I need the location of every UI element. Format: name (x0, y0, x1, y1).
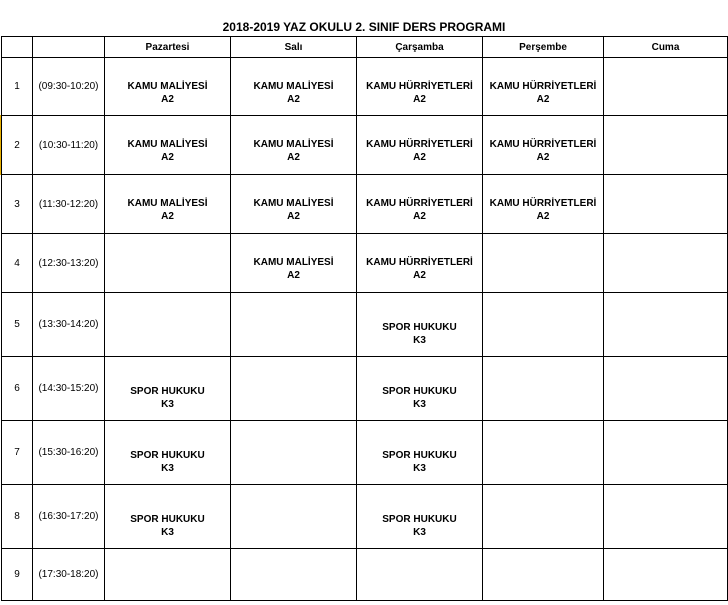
room-code: A2 (161, 211, 174, 222)
cell-content (357, 185, 482, 223)
cell-content (357, 68, 482, 106)
day-header[interactable]: Cuma (604, 37, 728, 58)
schedule-cell[interactable] (604, 549, 728, 601)
schedule-cell[interactable] (357, 234, 483, 293)
cell-content (604, 380, 727, 398)
room-code: A2 (536, 152, 550, 163)
room-code: A2 (413, 152, 426, 163)
room-code: A2 (413, 93, 426, 105)
cell-content (483, 126, 603, 164)
schedule-cell[interactable] (105, 485, 231, 549)
schedule-cell[interactable] (604, 293, 728, 357)
table-row (2, 421, 728, 485)
table-row (2, 58, 728, 116)
schedule-cell[interactable] (357, 549, 483, 601)
cell-content (357, 431, 482, 475)
room-code: K3 (413, 334, 426, 346)
course-name: SPOR HUKUKU (382, 449, 457, 461)
cell-content (604, 81, 727, 93)
schedule-cell[interactable] (483, 357, 604, 421)
room-code: K3 (413, 462, 426, 474)
schedule-cell[interactable] (105, 175, 231, 234)
cell-content (231, 316, 356, 334)
schedule-cell[interactable] (483, 485, 604, 549)
schedule-cell[interactable] (357, 175, 483, 234)
cell-content (231, 508, 356, 526)
time-slot-cell[interactable]: (17:30-18:20) (33, 549, 105, 601)
schedule-cell[interactable] (357, 58, 483, 116)
schedule-cell[interactable] (483, 234, 604, 293)
cell-content (231, 68, 356, 106)
room-code: A2 (287, 152, 300, 163)
course-name: KAMU HÜRRİYETLERİ (489, 139, 597, 150)
cell-content (604, 198, 727, 210)
time-slot-cell[interactable]: (15:30-16:20) (33, 421, 105, 485)
schedule-cell[interactable] (357, 485, 483, 549)
schedule-cell[interactable] (483, 549, 604, 601)
schedule-cell[interactable] (604, 58, 728, 116)
time-slot-cell[interactable]: (11:30-12:20) (33, 175, 105, 234)
course-name: KAMU HÜRRİYETLERİ (366, 257, 473, 268)
room-code: A2 (287, 211, 300, 222)
course-name: KAMU HÜRRİYETLERİ (489, 80, 597, 92)
schedule-cell[interactable] (604, 116, 728, 175)
time-slot-cell[interactable]: (10:30-11:20) (33, 116, 105, 175)
cell-content (231, 444, 356, 462)
day-header[interactable]: Çarşamba (357, 37, 483, 58)
cell-content (604, 444, 727, 462)
table-row (2, 485, 728, 549)
schedule-cell[interactable] (105, 234, 231, 293)
cell-content (105, 431, 230, 475)
schedule-cell[interactable] (604, 175, 728, 234)
period-number-cell[interactable]: 2 (2, 116, 33, 175)
cell-content (604, 508, 727, 526)
schedule-cell[interactable] (483, 421, 604, 485)
schedule-cell[interactable] (357, 357, 483, 421)
course-name: KAMU MALİYESİ (253, 257, 334, 268)
cell-content (231, 126, 356, 164)
room-code: A2 (161, 93, 174, 105)
cell-content (357, 566, 482, 584)
schedule-cell[interactable] (105, 293, 231, 357)
schedule-cell[interactable] (231, 293, 357, 357)
cell-content (105, 257, 230, 269)
cell-content (105, 495, 230, 539)
cell-content (483, 316, 603, 334)
schedule-cell[interactable] (105, 421, 231, 485)
cell-content (357, 126, 482, 164)
room-code: A2 (413, 211, 426, 222)
schedule-cell[interactable] (483, 116, 604, 175)
cell-content (105, 367, 230, 411)
course-name: SPOR HUKUKU (382, 321, 457, 333)
cell-content (357, 367, 482, 411)
cell-content (231, 244, 356, 282)
header-time-cell[interactable] (33, 37, 105, 58)
cell-content (604, 566, 727, 584)
cell-content (483, 185, 603, 223)
schedule-cell[interactable] (105, 357, 231, 421)
time-slot-cell[interactable]: (12:30-13:20) (33, 234, 105, 293)
day-header[interactable]: Pazartesi (105, 37, 231, 58)
time-slot-cell[interactable]: (13:30-14:20) (33, 293, 105, 357)
schedule-cell[interactable] (105, 58, 231, 116)
schedule-cell[interactable] (357, 421, 483, 485)
cell-content (357, 495, 482, 539)
schedule-cell[interactable] (604, 485, 728, 549)
table-row (2, 357, 728, 421)
cell-content (483, 380, 603, 398)
header-row (2, 37, 728, 58)
period-number-cell[interactable]: 6 (2, 357, 33, 421)
course-name: KAMU MALİYESİ (253, 198, 334, 209)
schedule-cell[interactable] (231, 116, 357, 175)
schedule-cell[interactable] (231, 549, 357, 601)
cell-content (357, 303, 482, 347)
room-code: K3 (161, 526, 174, 538)
day-header[interactable]: Salı (231, 37, 357, 58)
cell-content (105, 68, 230, 106)
cell-content (105, 566, 230, 584)
course-name: KAMU MALİYESİ (127, 80, 208, 92)
cell-content (105, 316, 230, 334)
cell-content (105, 126, 230, 164)
table-row (2, 116, 728, 175)
schedule-cell[interactable] (604, 421, 728, 485)
room-code: A2 (536, 93, 550, 105)
room-code: A2 (287, 270, 300, 281)
schedule-cell[interactable] (604, 234, 728, 293)
cell-content (231, 566, 356, 584)
schedule-cell[interactable] (231, 357, 357, 421)
cell-content (231, 185, 356, 223)
course-name: KAMU HÜRRİYETLERİ (489, 198, 597, 209)
cell-content (231, 380, 356, 398)
period-number-cell[interactable]: 3 (2, 175, 33, 234)
room-code: A2 (536, 211, 550, 222)
table-row (2, 293, 728, 357)
course-name: KAMU MALİYESİ (127, 198, 208, 209)
course-name: KAMU HÜRRİYETLERİ (366, 139, 473, 150)
table-row (2, 234, 728, 293)
table-row (2, 175, 728, 234)
room-code: A2 (287, 93, 300, 105)
cell-content (483, 444, 603, 462)
room-code: K3 (161, 462, 174, 474)
table-row (2, 549, 728, 601)
cell-content (483, 257, 603, 269)
period-number-cell[interactable]: 1 (2, 58, 33, 116)
schedule-cell[interactable] (231, 175, 357, 234)
schedule-cell[interactable] (231, 421, 357, 485)
schedule-cell[interactable] (357, 293, 483, 357)
schedule-table (1, 36, 728, 601)
course-name: SPOR HUKUKU (382, 385, 457, 397)
course-name: KAMU MALİYESİ (253, 139, 334, 150)
course-name: SPOR HUKUKU (130, 385, 205, 397)
course-name: SPOR HUKUKU (382, 513, 457, 525)
course-name: SPOR HUKUKU (130, 449, 205, 461)
schedule-cell[interactable] (105, 549, 231, 601)
room-code: K3 (413, 398, 426, 410)
schedule-cell[interactable] (483, 58, 604, 116)
period-number-cell[interactable]: 9 (2, 549, 33, 601)
cell-content (604, 139, 727, 151)
course-name: KAMU MALİYESİ (127, 139, 208, 150)
course-name: KAMU HÜRRİYETLERİ (366, 198, 473, 209)
time-slot-cell[interactable]: (14:30-15:20) (33, 357, 105, 421)
cell-content (604, 257, 727, 269)
cell-content (483, 508, 603, 526)
time-slot-cell[interactable]: (09:30-10:20) (33, 58, 105, 116)
schedule-cell[interactable] (105, 116, 231, 175)
room-code: A2 (413, 270, 426, 281)
period-number-cell[interactable]: 5 (2, 293, 33, 357)
schedule-cell[interactable] (231, 485, 357, 549)
page-title: 2018-2019 YAZ OKULU 2. SINIF DERS PROGRAMI (222, 20, 506, 34)
schedule-cell[interactable] (483, 293, 604, 357)
schedule-cell[interactable] (604, 357, 728, 421)
period-number-cell[interactable]: 7 (2, 421, 33, 485)
schedule-cell[interactable] (231, 58, 357, 116)
schedule-cell[interactable] (231, 234, 357, 293)
cell-content (604, 316, 727, 334)
header-num-cell[interactable] (2, 37, 33, 58)
time-slot-cell[interactable]: (16:30-17:20) (33, 485, 105, 549)
course-name: SPOR HUKUKU (130, 513, 205, 525)
cell-content (483, 68, 603, 106)
schedule-cell[interactable] (357, 116, 483, 175)
course-name: KAMU MALİYESİ (253, 80, 334, 92)
cell-content (357, 244, 482, 282)
cell-content (483, 566, 603, 584)
day-header[interactable]: Perşembe (483, 37, 604, 58)
cell-content (105, 185, 230, 223)
period-number-cell[interactable]: 4 (2, 234, 33, 293)
room-code: A2 (161, 152, 174, 163)
schedule-cell[interactable] (483, 175, 604, 234)
room-code: K3 (161, 398, 174, 410)
period-number-cell[interactable]: 8 (2, 485, 33, 549)
room-code: K3 (413, 526, 426, 538)
course-name: KAMU HÜRRİYETLERİ (366, 80, 473, 92)
